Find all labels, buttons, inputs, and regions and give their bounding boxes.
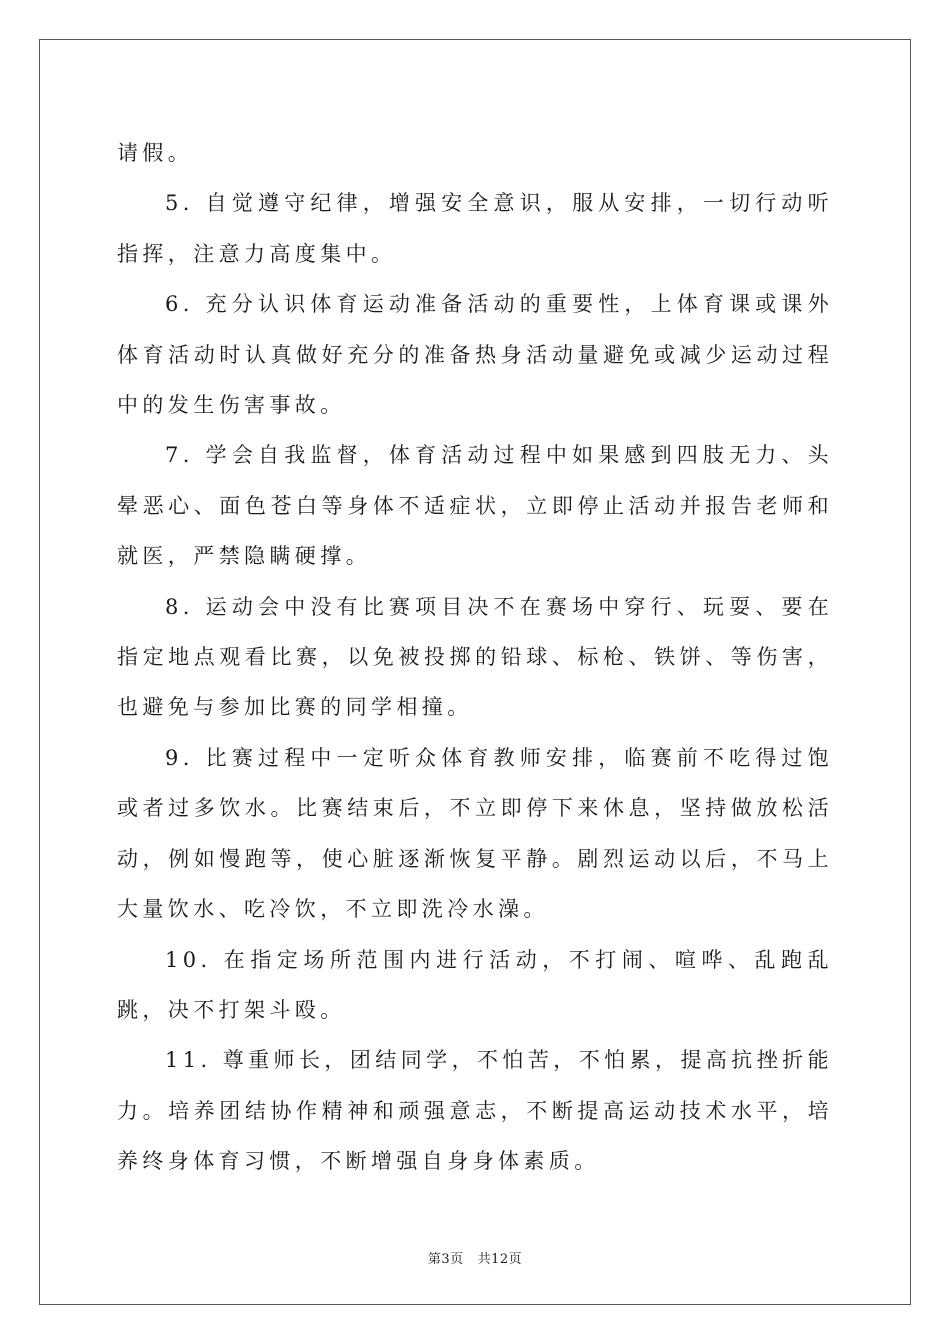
page-total: 共12页 — [477, 1252, 523, 1267]
paragraph-item-9: 9. 比赛过程中一定听众体育教师安排，临赛前不吃得过饱或者过多饮水。比赛结束后，不立即停下来休息，坚持做放松活动，例如慢跑等，使心脏逐渐恢复平静。剧烈运动以后，不马上大量饮水、吃冷饮，不立即洗冷水澡。 — [117, 745, 833, 922]
paragraph-item-10: 10. 在指定场所范围内进行活动，不打闹、喧哗、乱跑乱跳，决不打架斗殴。 — [117, 947, 833, 1022]
document-body — [117, 128, 833, 1187]
page-footer — [0, 1248, 950, 1267]
paragraph-item-8: 8. 运动会中没有比赛项目决不在赛场中穿行、玩耍、要在指定地点观看比赛，以免被投掷的铅球、标枪、铁饼、等伤害，也避免与参加比赛的同学相撞。 — [117, 594, 833, 720]
paragraph-item-11: 11. 尊重师长，团结同学，不怕苦，不怕累，提高抗挫折能力。培养团结协作精神和顽强意志，不断提高运动技术水平，培养终身体育习惯，不断增强自身身体素质。 — [117, 1048, 833, 1174]
paragraph-item-5: 5. 自觉遵守纪律，增强安全意识，服从安排，一切行动听指挥，注意力高度集中。 — [117, 191, 833, 266]
paragraph-item-6: 6. 充分认识体育运动准备活动的重要性，上体育课或课外体育活动时认真做好充分的准备热身活动量避免或减少运动过程中的发生伤害事故。 — [117, 292, 833, 418]
paragraph-item-7: 7. 学会自我监督，体育活动过程中如果感到四肢无力、头晕恶心、面色苍白等身体不适症状，立即停止活动并报告老师和就医，严禁隐瞒硬撑。 — [117, 443, 833, 569]
paragraph-continuation: 请假。 — [117, 141, 194, 165]
page-number: 第3页 — [427, 1252, 464, 1267]
